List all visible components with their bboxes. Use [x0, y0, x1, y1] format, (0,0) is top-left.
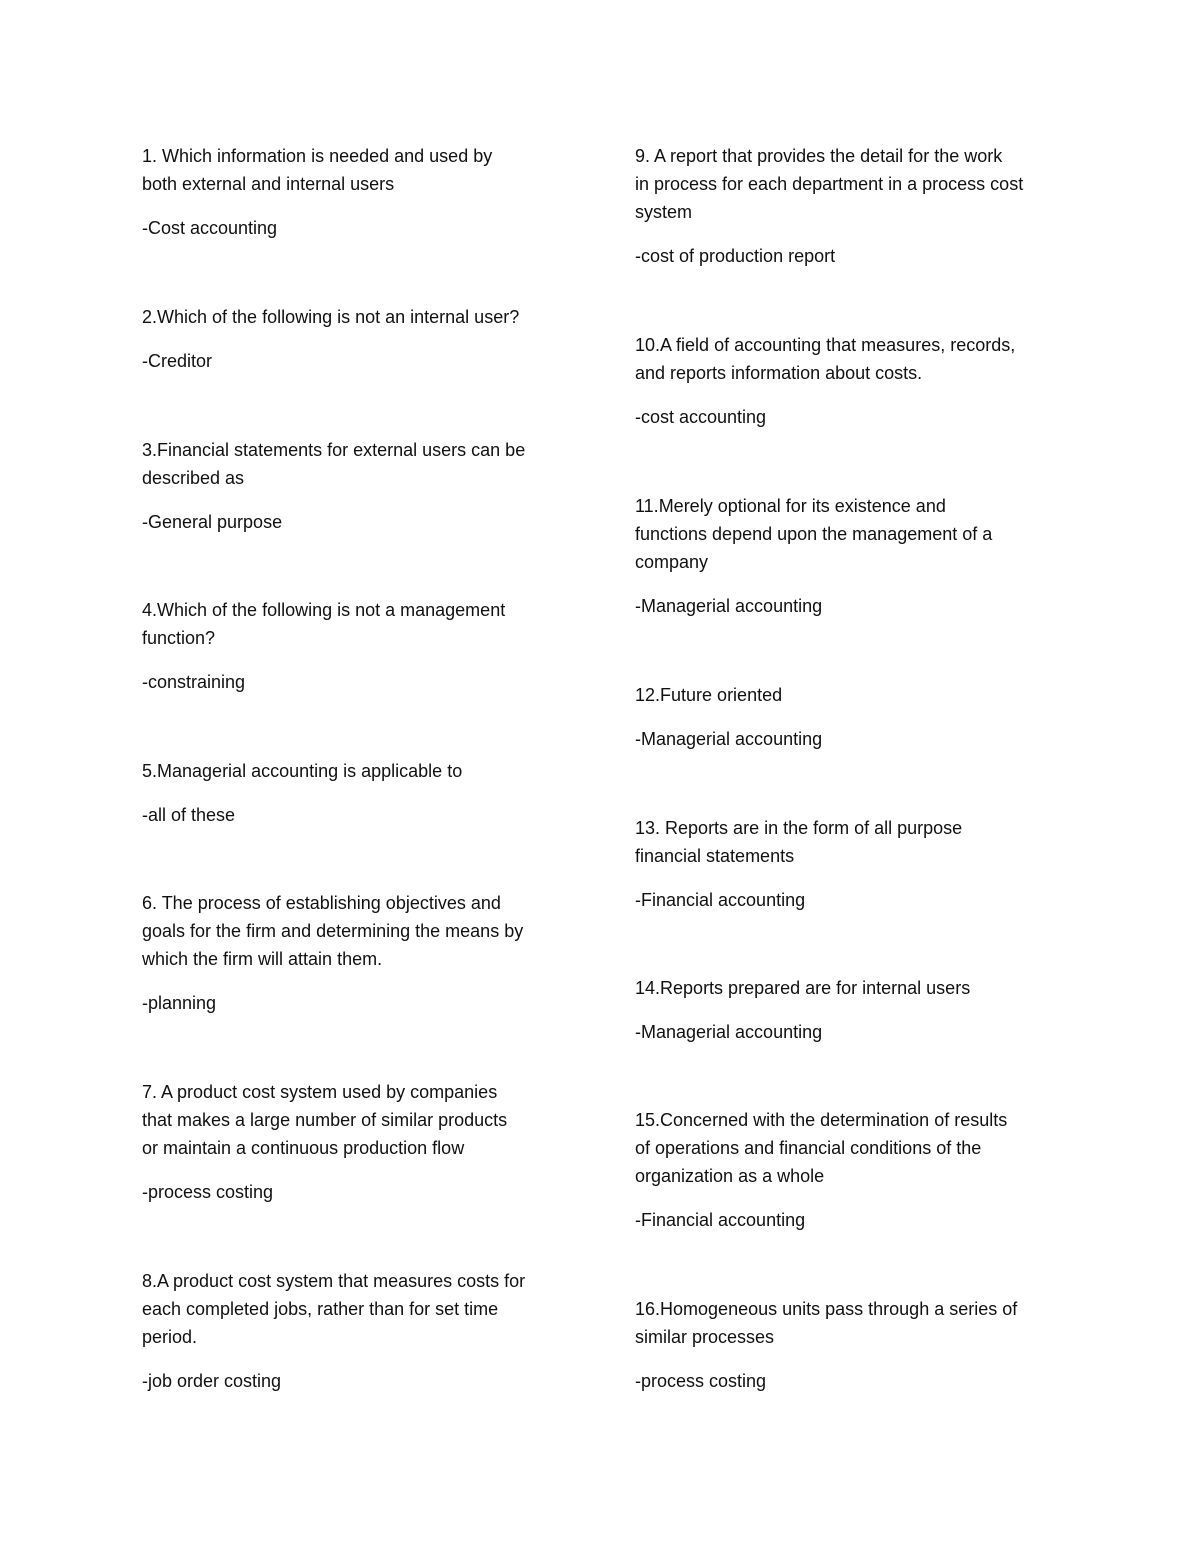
- qa-item-16: [635, 1295, 1065, 1395]
- qa-item-1: [142, 142, 572, 242]
- question-body: Which of the following is not an internal user?: [157, 307, 520, 327]
- question-text: [142, 757, 572, 785]
- answer-text: -all of these: [142, 805, 236, 825]
- answer-text: -constraining: [142, 672, 246, 692]
- question-body: Financial statements for external users can be described as: [142, 440, 526, 488]
- question-body: Which information is needed and used by both external and internal users: [142, 146, 493, 194]
- question-text: [142, 889, 572, 973]
- question-number: 15.: [635, 1110, 661, 1130]
- question-text: [142, 596, 572, 652]
- qa-item-3: [142, 436, 572, 536]
- question-number: 11.: [635, 496, 659, 516]
- qa-item-6: [142, 889, 572, 1017]
- question-number: 16.: [635, 1299, 661, 1319]
- qa-item-15: [635, 1106, 1065, 1234]
- qa-item-9: [635, 142, 1065, 270]
- question-text: [635, 142, 1065, 226]
- question-body: Reports are in the form of all purpose financial statements: [635, 818, 963, 866]
- question-number: 10.: [635, 335, 661, 355]
- qa-item-5: [142, 757, 572, 829]
- answer-text: -process costing: [142, 1182, 274, 1202]
- question-text: [142, 436, 572, 492]
- question-text: [142, 1078, 572, 1162]
- answer-text: -Managerial accounting: [635, 729, 823, 749]
- question-body: Reports prepared are for internal users: [660, 978, 971, 998]
- answer-text: -Financial accounting: [635, 890, 806, 910]
- question-text: [635, 681, 1065, 709]
- answer-text: -process costing: [635, 1371, 767, 1391]
- question-number: 12.: [635, 685, 661, 705]
- qa-item-2: [142, 303, 572, 375]
- question-number: 1.: [142, 146, 163, 166]
- answer-text: -Managerial accounting: [635, 596, 823, 616]
- question-number: 2.: [142, 307, 158, 327]
- question-body: A product cost system that measures costs for each completed jobs, rather than for set time period.: [142, 1271, 526, 1347]
- answer-text: -cost of production report: [635, 246, 836, 266]
- question-number: 3.: [142, 440, 158, 460]
- qa-item-4: [142, 596, 572, 696]
- qa-item-8: [142, 1267, 572, 1395]
- question-text: [635, 814, 1065, 870]
- question-number: 13.: [635, 818, 666, 838]
- question-body: A product cost system used by companies that makes a large number of similar products or maintain a continuous production flow: [142, 1082, 508, 1158]
- qa-item-7: [142, 1078, 572, 1206]
- question-body: The process of establishing objectives and goals for the firm and determining the means by which the firm will attain them.: [142, 893, 524, 969]
- answer-text: -Creditor: [142, 351, 213, 371]
- question-body: A report that provides the detail for the work in process for each department in a process cost system: [635, 146, 1024, 222]
- question-number: 14.: [635, 978, 661, 998]
- question-text: [142, 303, 572, 331]
- question-text: [142, 1267, 572, 1351]
- question-number: 5.: [142, 761, 158, 781]
- question-text: [635, 1295, 1065, 1351]
- question-number: 7.: [142, 1082, 162, 1102]
- question-body: Which of the following is not a management function?: [142, 600, 506, 648]
- qa-item-13: [635, 814, 1065, 914]
- question-body: Merely optional for its existence and functions depend upon the management of a company: [635, 496, 993, 572]
- question-body: Managerial accounting is applicable to: [157, 761, 463, 781]
- question-text: [635, 492, 1065, 576]
- question-number: 4.: [142, 600, 158, 620]
- answer-text: -Financial accounting: [635, 1210, 806, 1230]
- answer-text: -Cost accounting: [142, 218, 278, 238]
- question-number: 9.: [635, 146, 655, 166]
- answer-text: -Managerial accounting: [635, 1022, 823, 1042]
- question-text: [142, 142, 572, 198]
- qa-item-11: [635, 492, 1065, 620]
- question-text: [635, 1106, 1065, 1190]
- answer-text: -cost accounting: [635, 407, 767, 427]
- answer-text: -General purpose: [142, 512, 283, 532]
- qa-item-12: [635, 681, 1065, 753]
- answer-text: -job order costing: [142, 1371, 282, 1391]
- question-body: Homogeneous units pass through a series of similar processes: [635, 1299, 1018, 1347]
- question-text: [635, 331, 1065, 387]
- question-body: Concerned with the determination of results of operations and financial conditions of the organization as a whole: [635, 1110, 1008, 1186]
- question-number: 6.: [142, 893, 162, 913]
- question-body: Future oriented: [660, 685, 783, 705]
- answer-text: -planning: [142, 993, 217, 1013]
- question-body: A field of accounting that measures, records, and reports information about costs.: [635, 335, 1016, 383]
- question-text: [635, 974, 1065, 1002]
- question-number: 8.: [142, 1271, 158, 1291]
- qa-item-10: [635, 331, 1065, 431]
- qa-item-14: [635, 974, 1065, 1046]
